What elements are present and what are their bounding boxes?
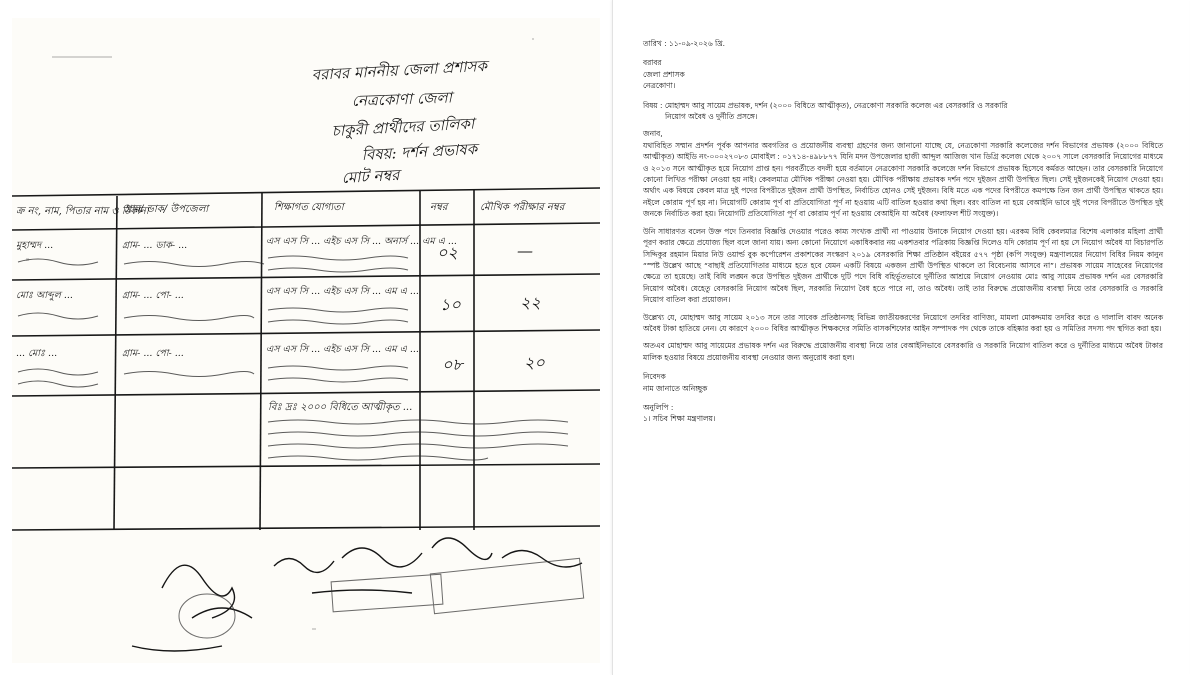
- recipient-label: বরাবর: [643, 58, 662, 68]
- row-1-education: এস এস সি ... এইচ এস সি ... অনার্স ... এম এ ...: [266, 236, 457, 247]
- row-1-viva: —: [517, 241, 533, 260]
- row-2-viva: ২২: [520, 293, 541, 312]
- closing: নিবেদক: [643, 372, 666, 382]
- column-header-name: ক্র নং, নাম, পিতার নাম ও ঠিকানা: [16, 206, 149, 217]
- recipient-line-2: নেত্রকোণা।: [643, 81, 676, 91]
- complaint-letter: [612, 0, 1189, 675]
- row-3-score: ০৮: [442, 355, 463, 374]
- cc-line-1: ১। সচিব শিক্ষা মন্ত্রণালয়।: [643, 414, 716, 424]
- scanned-sheet-drawing: [12, 18, 600, 663]
- subject-line-1: বিষয় : মোহাম্মদ আবু সায়েম প্রভাষক, দর্শন (২০০০ বিধিতে আত্মীকৃত), নেত্রকোণা সরকারি কলেজ এর বেসরকারি ও সরকারি: [643, 100, 1008, 110]
- signer: নাম জানাতে অনিচ্ছুক: [643, 383, 708, 393]
- column-header-viva: মৌখিক পরীক্ষার নম্বর: [480, 202, 565, 213]
- letter-paragraph-2: উনি সাধারণত বলেন উক্ত পদে তিনবার বিজ্ঞপ্তি দেওয়ার পরেও কাম্য সংখ্যক প্রার্থী না পাওয়ায় উনাকে নিয়োগ দেওয়া হয়। এরকম বিধি কেবলমাত্র বিশেষ এলাকার মহিলা প্রার্থী পূরণ করার ক্ষেত্রে প্রযোজ্য ছিল বলে জানা যায়। অন্য কোনো নিয়োগে একাধিকবার নয় একশতবার পত্রিকায় বিজ্ঞপ্তি দিলেও যদি কোরাম পূর্ণ না হয় সে নিয়োগ অবৈধ যা বিচারপতি সিদ্দিকুর রহমান মিয়ার নিউ ওয়ার্ল্ড বুক কর্পোরেশন প্রকাশকের সংস্করণ ২০১৯ বেসরকারি শিক্ষা প্রতিষ্ঠান বইয়ের ৫৭৭ পৃষ্ঠা (কপি সংযুক্ত) মন্ত্রণালয়ের নিয়োগ বিধির নিয়ম কানুন “স্পষ্ট উল্লেখ আছে “বাছাই প্রতিযোগিতার মাধ্যমে হতে হবে যেমন একটি বিষয়ে একজন প্রার্থী উপস্থিত থাকলে তা বিবেচনায় আসবে না”। প্রভাষক সায়েম সাহেবের নিয়োগের ক্ষেত্রে তা হয়েছে। তাই বিধি লঙ্ঘন করে উপস্থিত দুইজন প্রার্থীকে দুটি পদে বিধি বহির্ভূতভাবে দুর্নীতির আশ্রয়ে নিয়োগ নেওয়ায় মোঃ আবু সায়েম প্রভাষক দর্শন এর বেসরকারি নিয়োগ অবৈধ। যেহেতু বেসরকারি নিয়োগ অবৈধ ছিল, সরকারি নিয়োগ বৈধ হতে পারে না, তাও অবৈধ। তাই তার বিরুদ্ধে প্রয়োজনীয় ব্যবস্থা নিয়ে তার বেসরকারি ও সরকারি নিয়োগ বাতিল করা প্রয়োজন।: [643, 226, 1163, 305]
- row-3-name: ... মোঃ ...: [16, 348, 58, 359]
- letter-paragraph-4: অতএব মোহাম্মদ আবু সায়েমের প্রভাষক দর্শন এর বিরুদ্ধে প্রয়োজনীয় ব্যবস্থা নিয়ে তার বেআইনিভাবে বেসরকারি ও সরকারি নিয়োগ বাতিল করে ও দুর্নীতির মাধ্যমে অবৈধ টাকার মালিক হওয়ার বিষয়ে প্রয়োজনীয় ব্যবস্থা নেওয়ার জন্য অনুরোধ করা হল।: [643, 341, 1163, 362]
- header-line-4: বিষয়: দর্শন প্রভাষক: [361, 139, 478, 164]
- scanned-result-sheet: [12, 18, 600, 663]
- row-2-education: এস এস সি ... এইচ এস সি ... এম এ ...: [266, 286, 419, 297]
- row-2-score: ১০: [440, 295, 461, 314]
- header-line-2: নেত্রকোণা জেলা: [351, 88, 453, 110]
- header-line-5: মোট নম্বর: [341, 165, 400, 187]
- subject-line-2: নিয়োগ অবৈধ ও দুর্নীতি প্রসঙ্গে।: [665, 112, 758, 122]
- row-1-address: গ্রাম- ... ডাক- ...: [122, 240, 188, 251]
- letter-date: তারিখ : ১১-০৯-২০২৬ খ্রি.: [643, 39, 725, 48]
- recipient-line-1: জেলা প্রশাসক: [643, 69, 685, 79]
- row-3-viva: ২০: [524, 353, 545, 372]
- letter-paragraph-1: যথাবিহিত সম্মান প্রদর্শন পূর্বক আপনার অবগতির ও প্রয়োজনীয় ব্যবস্থা গ্রহণের জন্য জানানো যাচ্ছে যে, নেত্রকোণা সরকারি কলেজের দর্শন বিভাগের প্রভাষক (২০০০ বিধিতে আত্মীকৃত) আইডি নং-০০০২৭০৮৩ মোবাইল : ০১৭১৪-৪৯৮৮৭৭ যিনি মদন উপজেলার হাজী আব্দুল আজিজ খান ডিগ্রি কলেজ থেকে ২০০৭ সালে বেসরকারি নিয়োগের মাধ্যমে ও ২০১৩ সনে আত্মীকৃত হয়ে নিয়োগ প্রাপ্ত হন। পরবর্তীতে বদলী হয়ে বর্তমানে নেত্রকোণা সরকারি কলেজে দর্শন বিভাগে প্রভাষক হিসেবে কর্মরত আছেন। তার বেসরকারি নিয়োগে কোনো লিখিত পরীক্ষা নেওয়া হয় নাই। কেবলমাত্র মৌখিক পরীক্ষা নেওয়া হয়। মৌখিক পরীক্ষায় প্রভাষক দর্শন পদে দুইজন প্রার্থী উপস্থিত ছিল। সেই দুইজনকেই নিয়োগ দেওয়া হয়। অর্থাৎ এক বিষয়ে কেবল মাত্র দুই পদের বিপরীতে দুইজন প্রার্থী উপস্থিত, নির্বাচিত হোনও সেই দুইজন। বিধি মতে এক পদের বিপরীতে কমপক্ষে তিন জন প্রার্থী উপস্থিত থাকতে হয়। নইলে কোরাম পূর্ণ হয় না। নিয়োগটি কোরাম পূর্ণ বা প্রতিযোগিতা পূর্ণ না হওয়ায় এটি বাতিল হওয়ার কথা ছিল। বরং বাতিল না হয়ে বেআইনি ভাবে দুই পদের বিপরীতে উপস্থিত দুই জনকে নির্বাচিত করা হয়। নিয়োগটি প্রতিযোগিতা পূর্ণ বা কোরাম পূর্ণ না হওয়ায় বেআইনি যা অবৈধ (ফলাফল শীট সংযুক্ত)।: [643, 140, 1163, 219]
- cc-label: অনুলিপি :: [643, 402, 674, 412]
- row-1-score: ০২: [437, 243, 458, 262]
- row-3-education: এস এস সি ... এইচ এস সি ... এম এ ...: [266, 344, 419, 355]
- salutation: জনাব,: [643, 129, 663, 139]
- letter-subject: [643, 100, 1163, 123]
- column-header-address: গ্রাম/ ডাক/ উপজেলা: [124, 204, 209, 215]
- column-header-score: নম্বর: [430, 202, 448, 213]
- row-2-address: গ্রাম- ... পো- ...: [122, 290, 184, 301]
- header-line-1: বরাবর মাননীয় জেলা প্রশাসক: [311, 56, 488, 84]
- row-1-name: মুহাম্মদ ...: [16, 240, 54, 251]
- row-3-address: গ্রাম- ... পো- ...: [122, 348, 184, 359]
- scan-note: বিঃ দ্রঃ ২০০০ বিধিতে আত্মীকৃত ...: [268, 402, 413, 413]
- column-header-education: শিক্ষাগত যোগ্যতা: [274, 202, 344, 213]
- letter-paragraph-3: উল্লেখ্য যে, মোহাম্মদ আবু সায়েম ২০১৩ সনে তার সাবেক প্রতিষ্ঠানসহ বিভিন্ন জাতীয়করণের নিয়োগে তদবির বাণিজ্য, মামলা মোকদ্দমায় তদবির করে ও দালালি বাবদ অনেক অবৈধ টাকা হাতিয়ে নেন। যে কারণে ২০০০ বিধির আত্মীকৃত শিক্ষকদের সমিতি বাসকশিফোর আইন সম্পাদক পদ থেকে তাকে বহিষ্কার করা হয় ও সমিতির সদস্য পদ স্থগিত করা হয়।: [643, 312, 1163, 333]
- header-line-3: চাকুরী প্রার্থীদের তালিকা: [331, 114, 475, 140]
- row-2-name: মোঃ আব্দুল ...: [16, 290, 73, 301]
